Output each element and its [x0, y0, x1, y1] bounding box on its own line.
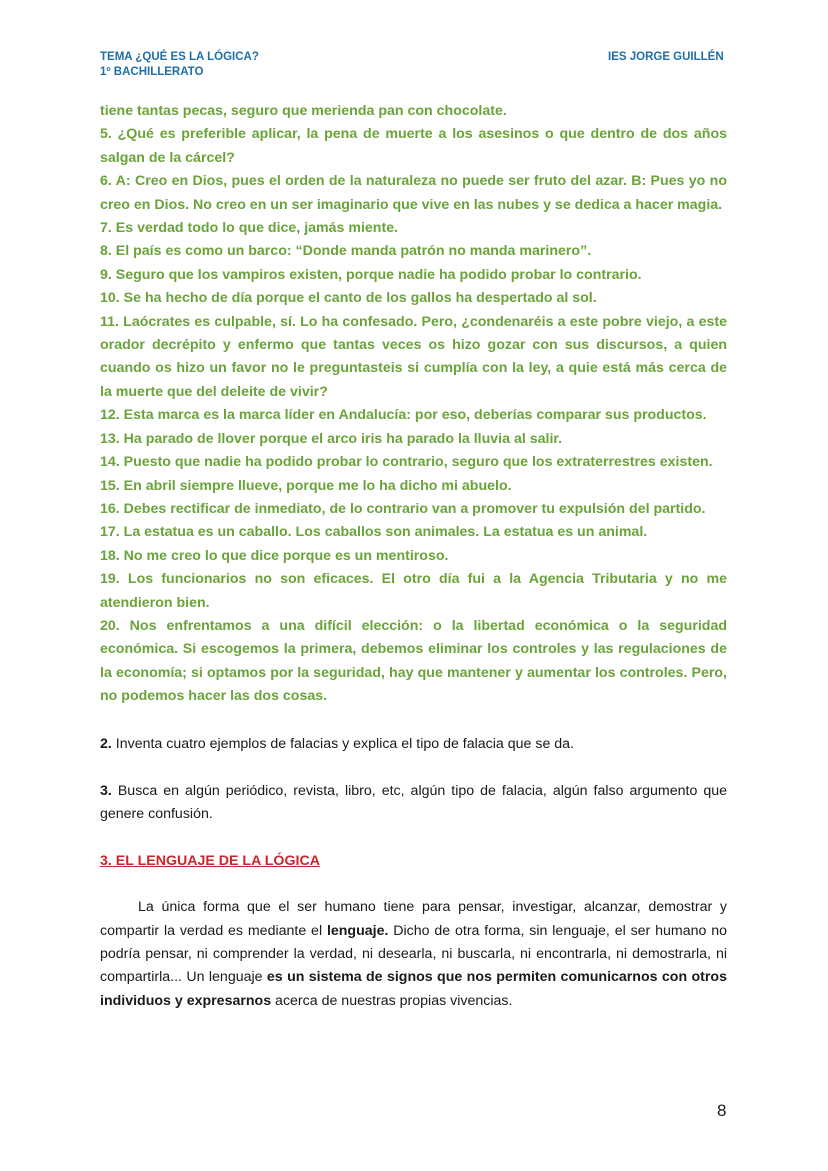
exercise-3-number: 3.: [100, 782, 112, 799]
body-paragraph: [100, 896, 727, 1013]
school-name: IES JORGE GUILLÉN: [608, 51, 724, 63]
exercise-2-number: 2.: [100, 735, 112, 752]
list-item: 9. Seguro que los vampiros existen, porque nadie ha podido probar lo contrario.: [100, 266, 642, 283]
list-item: 14. Puesto que nadie ha podido probar lo contrario, seguro que los extraterrestres existen.: [100, 454, 713, 471]
page-content: [100, 100, 727, 1013]
list-item: 17. La estatua es un caballo. Los caballos son animales. La estatua es un animal.: [100, 524, 648, 541]
fallacy-list: [100, 100, 727, 709]
exercise-2: [100, 733, 727, 756]
list-item: 18. No me creo lo que dice porque es un mentiroso.: [100, 547, 449, 564]
list-item: 10. Se ha hecho de día porque el canto de los gallos ha despertado al sol.: [100, 290, 597, 307]
list-item: 6. A: Creo en Dios, pues el orden de la naturaleza no puede ser fruto del azar. B: Pues yo no creo en Dios. No creo en un ser imaginario que vive en las nubes y se dedica a hacer magia.: [100, 173, 727, 213]
body-text-3: acerca de nuestras propias vivencias.: [271, 992, 513, 1009]
list-item: 15. En abril siempre llueve, porque me lo ha dicho mi abuelo.: [100, 477, 512, 494]
list-item: 20. Nos enfrentamos a una difícil elección: o la libertad económica o la seguridad económica. Si escogemos la primera, debemos eliminar los controles y las regulaciones de la economía; si optamos por la seguridad, hay que mantener y aumentar los controles. Pero, no podemos hacer las dos cosas.: [100, 617, 727, 705]
list-item: 16. Debes rectificar de inmediato, de lo contrario van a promover tu expulsión del partido.: [100, 500, 706, 517]
list-item: 13. Ha parado de llover porque el arco iris ha parado la lluvia al salir.: [100, 430, 563, 447]
body-bold-2: es un sistema de signos que nos permiten comunicarnos con otros individuos y expresarnos: [100, 969, 727, 1009]
body-text-1: La única forma que el ser humano tiene para pensar, investigar, alcanzar, demostrar y compartir la verdad es mediante el: [100, 899, 727, 939]
section-heading: 3. EL LENGUAJE DE LA LÓGICA: [100, 852, 320, 869]
page-number: 8: [717, 1101, 727, 1120]
course-label: 1º BACHILLERATO: [100, 66, 204, 78]
exercise-3: [100, 780, 727, 827]
body-bold-1: lenguaje.: [326, 922, 389, 939]
list-item: tiene tantas pecas, seguro que merienda pan con chocolate.: [100, 103, 507, 119]
body-text-2: Dicho de otra forma, sin lenguaje, el ser humano no podría pensar, ni comprender la verdad, ni desearla, ni buscarla, ni encontrarla, ni demostrarla, ni compartirla... Un lenguaje: [100, 922, 727, 986]
list-item: 12. Esta marca es la marca líder en Andalucía: por eso, deberías comparar sus productos.: [100, 407, 707, 424]
topic-title: TEMA ¿QUÉ ES LA LÓGICA?: [100, 51, 259, 63]
list-item: 11. Laócrates es culpable, sí. Lo ha confesado. Pero, ¿condenaréis a este pobre viejo, a este orador decrépito y enfermo que tantas veces os hizo gozar con sus discursos, a quien cuando os hizo un favor no le preguntasteis si cumplía con la ley, a quie está más cerca de la muerte que del deleite de vivir?: [100, 313, 727, 400]
list-item: 8. El país es como un barco: “Donde manda patrón no manda marinero”.: [100, 243, 592, 260]
header-left: [100, 50, 259, 80]
list-item: 19. Los funcionarios no son eficaces. El otro día fui a la Agencia Tributaria y no me atendieron bien.: [100, 571, 727, 611]
list-item: 7. Es verdad todo lo que dice, jamás miente.: [100, 220, 399, 237]
exercise-2-text: Inventa cuatro ejemplos de falacias y explica el tipo de falacia que se da.: [111, 735, 575, 752]
list-item: 5. ¿Qué es preferible aplicar, la pena de muerte a los asesinos o que dentro de dos años salgan de la cárcel?: [100, 126, 727, 166]
exercise-3-text: Busca en algún periódico, revista, libro, etc, algún tipo de falacia, algún falso argumento que genere confusión.: [100, 782, 727, 823]
